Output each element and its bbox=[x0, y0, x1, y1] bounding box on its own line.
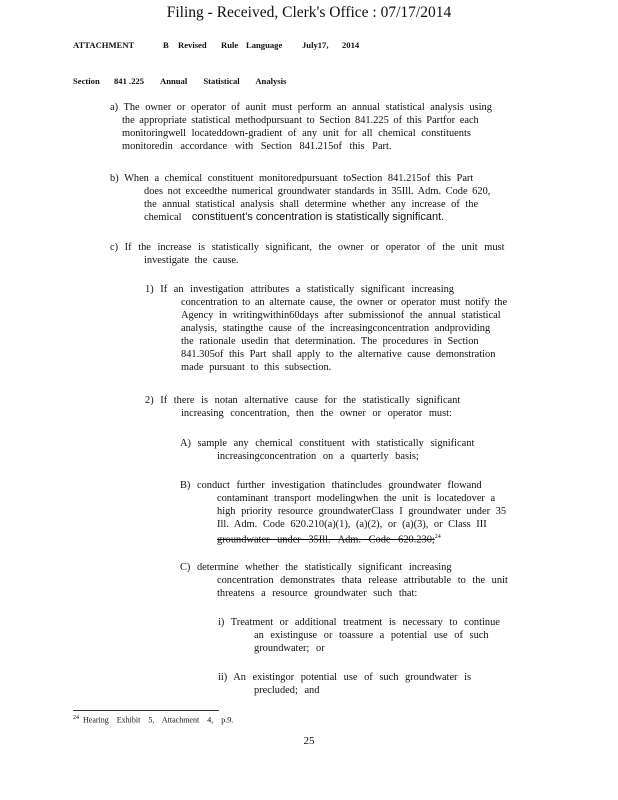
paragraph-line: i) Treatment or additional treatment is necessary to continue bbox=[218, 617, 500, 628]
section-title: Annual Statistical Analysis bbox=[160, 76, 287, 86]
paragraph-line: contaminant transport modelingwhen the unit is locatedover a bbox=[217, 493, 496, 504]
paragraph-line: b) When a chemical constituent monitoredpursuant toSection 841.215of this Part bbox=[110, 173, 474, 184]
paragraph-line: Ill. Adm. Code 620.210(a)(1), (a)(2), or (a)(3), or Class III bbox=[217, 519, 487, 530]
paragraph-line: ii) An existingor potential use of such groundwater is bbox=[218, 672, 472, 683]
paragraph-line: groundwater; or bbox=[254, 643, 325, 654]
paragraph-line: concentration to an alternate cause, the owner or operator must notify the bbox=[181, 297, 508, 308]
paragraph-line: 1) If an investigation attributes a statistically significant increasing bbox=[145, 284, 455, 295]
paragraph-line: does not exceedthe numerical groundwater standards in 35Ill. Adm. Code 620, bbox=[144, 186, 491, 197]
paragraph-line: 841.305of this Part shall apply to the alternative cause demonstration bbox=[181, 349, 496, 360]
paragraph-line: the appropriate statistical methodpursuant to Section 841.225 of this Partfor each bbox=[122, 115, 479, 126]
rule-label: Rule bbox=[221, 40, 239, 50]
paragraph-line: a) The owner or operator of aunit must perform an annual statistical analysis using bbox=[110, 102, 492, 113]
attachment-date: July17, bbox=[302, 40, 329, 50]
paragraph-line: made pursuant to this subsection. bbox=[181, 362, 332, 373]
paragraph-c2b bbox=[180, 479, 540, 546]
paragraph-line: investigate the cause. bbox=[144, 255, 239, 266]
paragraph-line: A) sample any chemical constituent with statistically significant bbox=[180, 438, 475, 449]
paragraph-line: monitoringwell locateddown-gradient of any unit for all chemical constituents bbox=[122, 128, 471, 139]
paragraph-line: B) conduct further investigation thatincludes groundwater flowand bbox=[180, 480, 482, 491]
footnote bbox=[73, 715, 233, 725]
paragraph-c2cii bbox=[218, 671, 538, 697]
section-number: 841 .225 bbox=[114, 76, 145, 86]
paragraph-c2c bbox=[180, 561, 540, 600]
footnote-reference: 24 bbox=[434, 534, 441, 540]
attachment-letter: B bbox=[163, 40, 169, 50]
paragraph-a bbox=[110, 101, 530, 153]
paragraph-c1 bbox=[145, 283, 535, 374]
paragraph-line: Agency in writingwithin60days after submissionof the annual statistical bbox=[181, 310, 501, 321]
language-label: Language bbox=[246, 40, 283, 50]
paragraph-line-sans: constituent’s concentration is statistically significant. bbox=[191, 211, 445, 223]
paragraph-line: c) If the increase is statistically significant, the owner or operator of the unit must bbox=[110, 242, 505, 253]
paragraph-line: precluded; and bbox=[254, 685, 320, 696]
paragraph-line: increasingconcentration on a quarterly basis; bbox=[217, 451, 419, 462]
paragraph-line: chemical bbox=[144, 212, 182, 223]
paragraph-line: 2) If there is notan alternative cause for the statistically significant bbox=[145, 395, 461, 406]
page-number: 25 bbox=[303, 735, 315, 747]
footnote-rule bbox=[73, 710, 219, 711]
paragraph-line: C) determine whether the statistically significant increasing bbox=[180, 562, 452, 573]
paragraph-line: the annual statistical analysis shall determine whether any increase of the bbox=[144, 199, 479, 210]
attachment-label: ATTACHMENT bbox=[73, 40, 135, 50]
paragraph-b bbox=[110, 172, 530, 224]
paragraph-line: analysis, statingthe cause of the increasingconcentration andproviding bbox=[181, 323, 491, 334]
paragraph-c2 bbox=[145, 394, 535, 420]
paragraph-line: increasing concentration, then the owner or operator must: bbox=[181, 408, 452, 419]
paragraph-line: high priority resource groundwaterClass I groundwater under 35 bbox=[217, 506, 507, 517]
attachment-year: 2014 bbox=[342, 40, 360, 50]
paragraph-c bbox=[110, 241, 530, 267]
footnote-text: Hearing Exhibit 5, Attachment 4, p.9. bbox=[83, 715, 234, 725]
paragraph-line: threatens a resource groundwater such that: bbox=[217, 588, 418, 599]
footnote-number: 24 bbox=[73, 715, 79, 721]
section-label: Section bbox=[73, 76, 100, 86]
paragraph-c2a bbox=[180, 437, 540, 463]
struck-text: groundwater under 35Ill. Adm. Code 620.230; bbox=[217, 534, 435, 546]
paragraph-c2ci bbox=[218, 616, 538, 655]
revised-label: Revised bbox=[178, 40, 207, 50]
paragraph-line: monitoredin accordance with Section 841.215of this Part. bbox=[122, 141, 392, 152]
paragraph-line: an existinguse or toassure a potential use of such bbox=[254, 630, 489, 641]
paragraph-line: concentration demonstrates thata release attributable to the unit bbox=[217, 575, 508, 586]
paragraph-line: the rationale usedin that determination. The procedures in Section bbox=[181, 336, 479, 347]
filing-header: Filing - Received, Clerk's Office : 07/17/2014 bbox=[166, 4, 452, 21]
